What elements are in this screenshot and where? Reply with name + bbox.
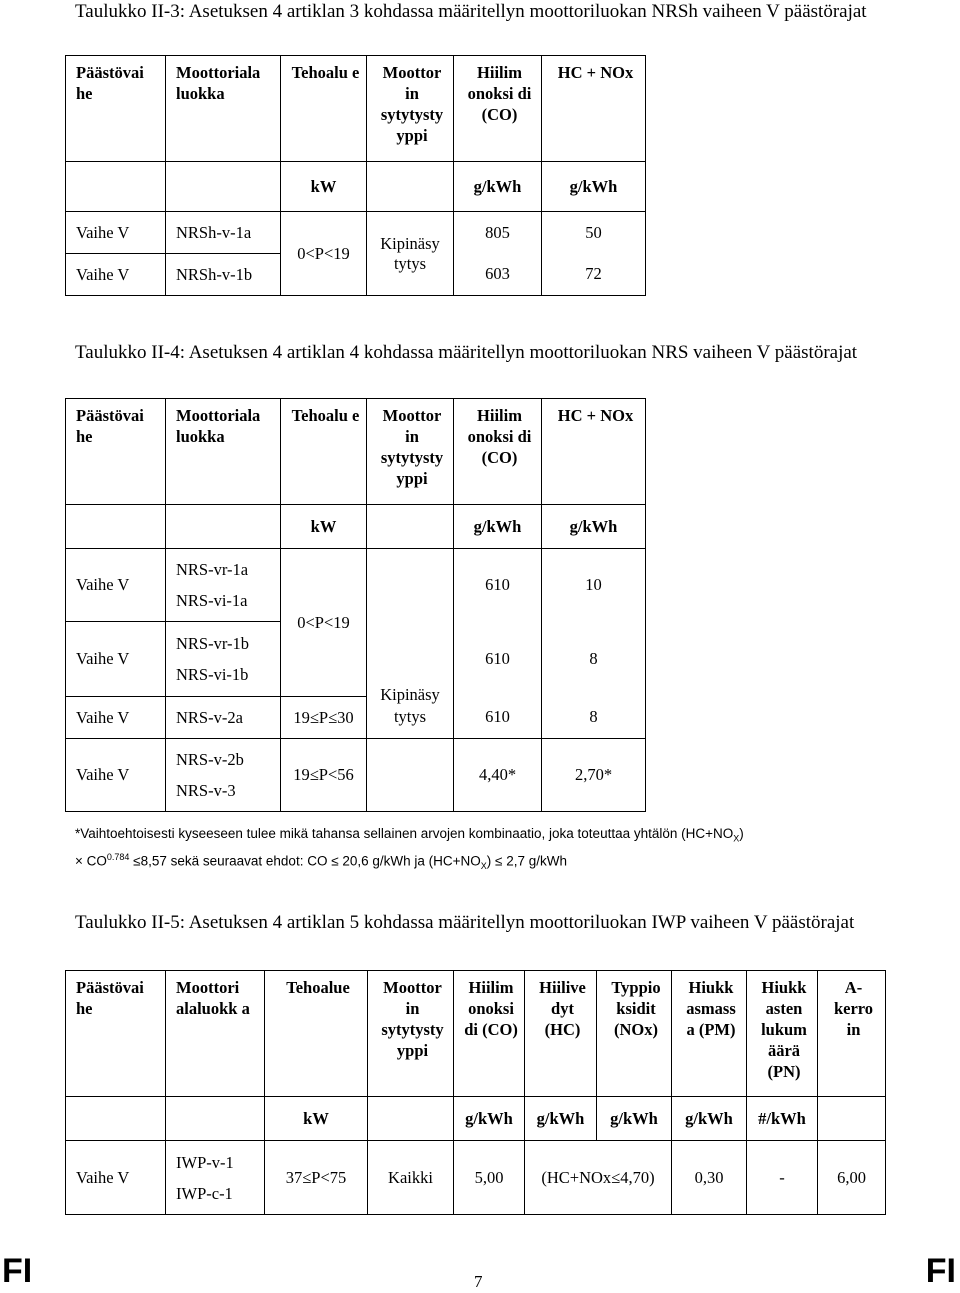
row-hcnox: 8 [542,622,646,697]
power-range: 19≤P≤30 [281,697,367,739]
unit-hc: g/kWh [525,1097,597,1141]
table-ii-5-title: Taulukko II-5: Asetuksen 4 artiklan 5 kohdassa määritellyn moottoriluokan IWP vaiheen V päästörajat [75,912,855,933]
footnote-text: ≤8,57 sekä seuraavat ehdot: CO ≤ 20,6 g/kWh ja (HC+NO [129,853,481,869]
row-stage: Vaihe V [66,1141,166,1215]
row-pm: 0,30 [672,1141,747,1215]
footer-language-left: FI [2,1252,33,1290]
row-co: 610 [454,549,542,622]
power-range: 0<P<19 [281,212,367,296]
footnote-subscript: X [480,860,487,871]
header-pn: Hiukk asten lukum äärä (PN) [747,971,818,1097]
header-stage: Päästövai he [66,971,166,1097]
footnote-text: × CO [75,853,107,869]
row-co: 5,00 [454,1141,525,1215]
footnote-text: ) ≤ 2,7 g/kWh [486,853,567,869]
table-ii-4-title: Taulukko II-4: Asetuksen 4 artiklan 4 kohdassa määritellyn moottoriluokan NRS vaiheen V päästörajat [75,342,858,363]
header-category: Moottoriala luokka [166,399,281,505]
header-hcnox: HC + NOx [542,56,646,162]
unit-kw: kW [265,1097,368,1141]
footnote-text: ) [739,826,744,841]
table-ii-5 [65,970,886,1215]
row-stage: Vaihe V [66,212,166,254]
row-categories [166,549,281,622]
power-range: 0<P<19 [281,549,367,697]
header-stage: Päästövai he [66,399,166,505]
footnote-text: *Vaihtoehtoisesti kyseeseen tulee mikä tahansa sellainen arvojen kombinaatio, joka toteuttaa yhtälön (HC+NO [75,826,734,841]
header-hcnox: HC + NOx [542,399,646,505]
row-stage: Vaihe V [66,254,166,296]
header-hc: Hiilive dyt (HC) [525,971,597,1097]
ignition-type: Kipinäsy tytys [367,549,454,739]
table-ii-3-title: Taulukko II-3: Asetuksen 4 artiklan 3 kohdassa määritellyn moottoriluokan NRSh vaiheen V päästörajat [75,1,867,22]
category: NRS-vi-1b [176,665,249,684]
power-range: 19≤P<56 [281,739,367,812]
footnote [75,825,935,875]
category: IWP-v-1 [176,1152,234,1172]
category: NRS-vi-1a [176,591,248,610]
unit-nox: g/kWh [597,1097,672,1141]
ignition-type: Kipinäsy tytys [367,212,454,296]
unit-hcnox: g/kWh [542,505,646,549]
row-categories [166,1141,265,1215]
ignition-type: Kaikki [368,1141,454,1215]
row-co: 603 [454,254,542,296]
row-stage: Vaihe V [66,549,166,622]
table-ii-3 [65,55,646,296]
header-pm: Hiukk asmass a (PM) [672,971,747,1097]
footer-language-right: FI [925,1252,956,1290]
row-co: 610 [454,622,542,697]
row-co: 610 [454,697,542,739]
unit-pn: #/kWh [747,1097,818,1141]
header-category: Moottoriala luokka [166,56,281,162]
row-category: NRSh-v-1a [166,212,281,254]
unit-kw: kW [281,505,367,549]
footnote-subscript: X [733,833,740,844]
header-a-factor: A- kerro in [818,971,886,1097]
row-hcnox: 8 [542,697,646,739]
row-category: NRS-v-2a [166,697,281,739]
row-pn: - [747,1141,818,1215]
header-co: Hiilim onoksi di (CO) [454,56,542,162]
header-ignition: Moottor in sytytysty yppi [368,971,454,1097]
header-ignition: Moottor in sytytysty yppi [367,56,454,162]
category: NRS-vr-1b [176,634,250,653]
row-categories [166,622,281,697]
row-hc-nox: (HC+NOx≤4,70) [525,1141,672,1215]
unit-co: g/kWh [454,162,542,212]
row-hcnox: 10 [542,549,646,622]
row-stage: Vaihe V [66,622,166,697]
page-number: 7 [474,1272,483,1291]
unit-co: g/kWh [454,505,542,549]
row-hcnox: 50 [542,212,646,254]
category: NRS-v-3 [176,781,236,800]
header-nox: Typpio ksidit (NOx) [597,971,672,1097]
power-range: 37≤P<75 [265,1141,368,1215]
unit-co: g/kWh [454,1097,525,1141]
row-co: 805 [454,212,542,254]
header-power: Tehoalu e [281,56,367,162]
row-hcnox: 2,70* [542,739,646,812]
header-co: Hiilim onoksi di (CO) [454,971,525,1097]
row-category: NRSh-v-1b [166,254,281,296]
unit-kw: kW [281,162,367,212]
footnote-superscript: 0.784 [106,851,130,862]
row-a-factor: 6,00 [818,1141,886,1215]
category: IWP-c-1 [176,1183,233,1203]
header-co: Hiilim onoksi di (CO) [454,399,542,505]
header-power: Tehoalu e [281,399,367,505]
category: NRS-v-2b [176,750,244,769]
header-stage: Päästövai he [66,56,166,162]
table-ii-4 [65,398,646,812]
header-power: Tehoalue [265,971,368,1097]
row-categories [166,739,281,812]
unit-pm: g/kWh [672,1097,747,1141]
row-stage: Vaihe V [66,697,166,739]
unit-hcnox: g/kWh [542,162,646,212]
row-co: 4,40* [454,739,542,812]
header-ignition: Moottor in sytytysty yppi [367,399,454,505]
row-stage: Vaihe V [66,739,166,812]
row-hcnox: 72 [542,254,646,296]
category: NRS-vr-1a [176,560,249,579]
header-subcategory: Moottori alaluokk a [166,971,265,1097]
